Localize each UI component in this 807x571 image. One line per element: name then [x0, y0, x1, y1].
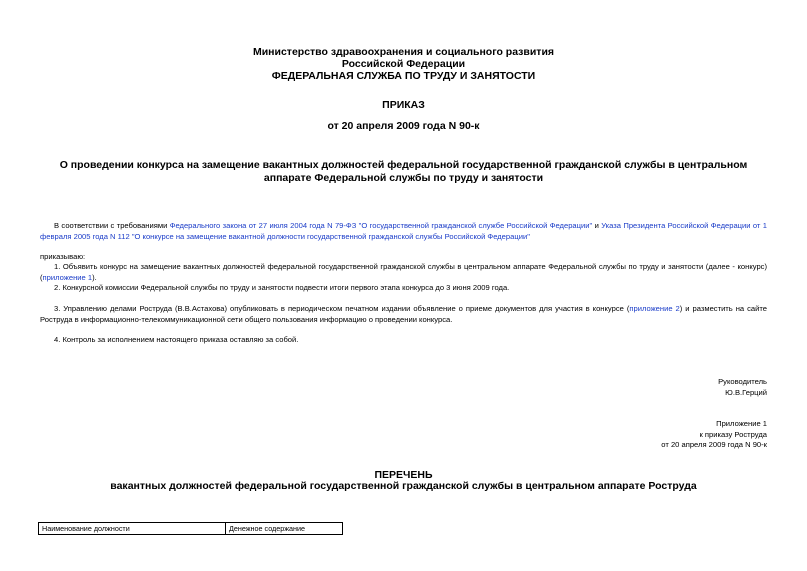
document-header	[0, 46, 807, 82]
item3-text: 3. Управлению делами Роструда (В.В.Астахова) опубликовать в периодическом печатном издании объявление о приеме документов для участия в конкурсе (	[54, 304, 630, 313]
appendix-block	[661, 419, 767, 451]
preamble-text-2: и	[592, 221, 602, 230]
positions-table	[38, 522, 343, 535]
appendix-2-link[interactable]: приложение 2	[629, 304, 680, 313]
signature-position: Руководитель	[718, 377, 767, 386]
appendix-ref: к приказу Роструда	[699, 429, 767, 439]
item3-end: ) и разместить на сайте Роструда в информационно-телекоммуникационной сети общего пользования информацию о проведении конкурса.	[40, 304, 767, 324]
country-name: Российской Федерации	[341, 58, 466, 70]
list-heading: ПЕРЕЧЕНЬ	[374, 469, 433, 481]
appendix-label: Приложение 1	[716, 419, 767, 428]
document-title: О проведении конкурса на замещение вакантных должностей федеральной государственной гражданской службы в центральном аппарате Федеральной службы по труду и занятости	[59, 159, 748, 184]
list-subheading: вакантных должностей федеральной государственной гражданской службы в центральном аппарате Роструда	[110, 480, 697, 492]
order-item-3	[40, 304, 767, 325]
column-salary: Денежное содержание	[226, 523, 343, 535]
appendix-date: от 20 апреля 2009 года N 90-к	[661, 440, 767, 449]
appendix-1-link[interactable]: приложение 1	[42, 272, 93, 282]
presidential-decree-link[interactable]: Указа Президента Российской Федерации от 1 февраля 2005 года N 112 "О конкурсе на замещение вакантной должности государственной гражданской службы Российской Федерации"	[40, 221, 768, 241]
order-date-number: от 20 апреля 2009 года N 90-к	[327, 120, 480, 132]
column-position-name: Наименование должности	[39, 523, 226, 535]
ministry-name: Министерство здравоохранения и социального развития	[252, 46, 555, 58]
signature-name: Ю.В.Герций	[725, 387, 767, 397]
signature-block	[718, 377, 767, 398]
preamble-text-1: В соответствии с требованиями	[54, 221, 170, 230]
table-header-row	[39, 523, 343, 535]
prikazyvayu-text: приказываю:	[40, 252, 86, 261]
item1-end: ).	[92, 272, 97, 282]
preamble-paragraph	[40, 221, 767, 242]
order-item-2: 2. Конкурсной комиссии Федеральной службы по труду и занятости подвести итоги первого этапа конкурса до 3 июня 2009 года.	[54, 283, 510, 292]
order-item-1	[40, 262, 767, 283]
service-name: ФЕДЕРАЛЬНАЯ СЛУЖБА ПО ТРУДУ И ЗАНЯТОСТИ	[271, 70, 536, 82]
item1-text: 1. Объявить конкурс на замещение вакантных должностей федеральной государственной гражданской службы в центральном аппарате Федеральной службы по труду и занятости (далее - конкурс) (	[40, 262, 767, 282]
federal-law-link[interactable]: Федерального закона от 27 июля 2004 года N 79-ФЗ "О государственной гражданской службе Российской Федерации"	[169, 221, 593, 230]
order-item-4: 4. Контроль за исполнением настоящего приказа оставляю за собой.	[54, 335, 299, 344]
order-type: ПРИКАЗ	[382, 99, 425, 111]
